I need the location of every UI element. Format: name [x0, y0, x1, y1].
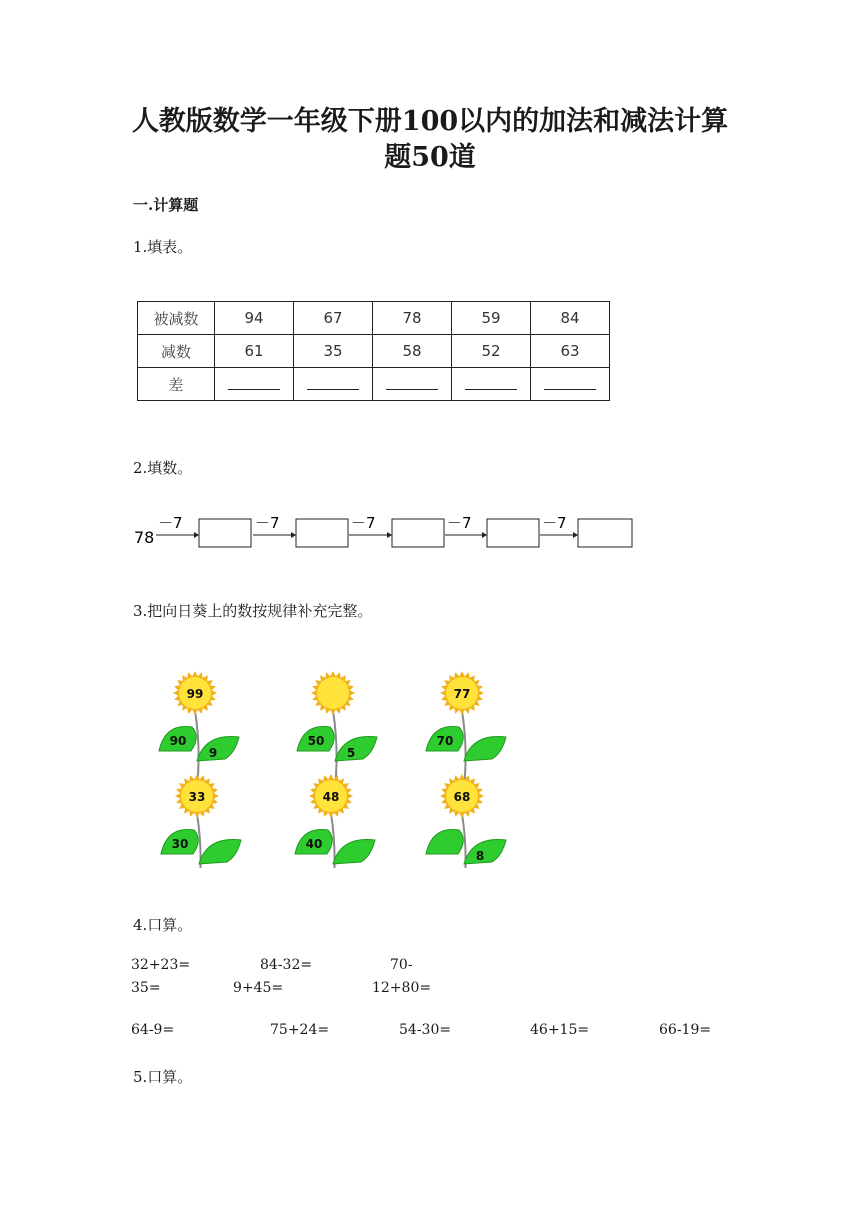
question-4-label: 4.口算。	[133, 916, 193, 934]
chain-step	[349, 514, 444, 547]
flower-head-number: 48	[322, 790, 340, 804]
calc-item: 66-19=	[659, 1022, 712, 1038]
chain-step	[445, 514, 539, 547]
question-1-label: 1.填表。	[133, 238, 193, 256]
answer-box[interactable]	[199, 519, 251, 547]
right-leaf	[464, 840, 506, 865]
right-leaf	[335, 737, 377, 762]
row-label: 差	[138, 368, 215, 401]
calc-item: 12+80=	[372, 980, 432, 996]
chain-step	[540, 514, 632, 547]
sunflower	[295, 774, 375, 868]
calc-item: 84-32=	[260, 957, 313, 973]
table-cell: 67	[294, 302, 373, 335]
calc-item: 75+24=	[270, 1022, 330, 1038]
chain-op: －7	[351, 514, 376, 532]
table-cell: 84	[531, 302, 610, 335]
table-cell: 52	[452, 335, 531, 368]
table-row	[138, 302, 610, 335]
title-line-1: 人教版数学一年级下册100以内的加法和减法计算	[131, 106, 729, 137]
answer-box[interactable]	[487, 519, 539, 547]
answer-blank[interactable]	[531, 368, 610, 401]
chain-op: －7	[542, 514, 567, 532]
table-cell: 59	[452, 302, 531, 335]
left-leaf-number: 50	[307, 734, 325, 748]
calc-item: 70-	[390, 957, 413, 973]
answer-box[interactable]	[578, 519, 632, 547]
sunflower	[426, 774, 506, 868]
table-cell: 35	[294, 335, 373, 368]
table-cell: 58	[373, 335, 452, 368]
sunflower	[297, 671, 377, 788]
left-leaf-number: 40	[305, 837, 323, 851]
page-title	[0, 104, 860, 176]
sunflower	[426, 671, 506, 788]
right-leaf	[464, 737, 506, 762]
right-leaf-number: 8	[475, 849, 485, 863]
left-leaf-number: 90	[169, 734, 187, 748]
right-leaf	[197, 737, 239, 762]
left-leaf-number: 30	[171, 837, 189, 851]
right-leaf-number: 5	[346, 746, 356, 760]
answer-box[interactable]	[296, 519, 348, 547]
question-5-label: 5.口算。	[133, 1068, 193, 1086]
calc-item: 35=	[131, 980, 161, 996]
flower-head-number: 99	[186, 687, 204, 701]
sunflower	[159, 671, 239, 788]
flower-center	[317, 677, 349, 709]
calc-item: 9+45=	[233, 980, 284, 996]
sunflower-puzzle	[150, 668, 530, 868]
table-row	[138, 368, 610, 401]
answer-blank[interactable]	[373, 368, 452, 401]
calc-item: 54-30=	[399, 1022, 452, 1038]
answer-box[interactable]	[392, 519, 444, 547]
chain-step	[253, 514, 348, 547]
flower-head-number: 77	[453, 687, 471, 701]
section-heading: 一.计算题	[133, 196, 199, 214]
chain-step	[156, 514, 251, 547]
calc-item: 32+23=	[131, 957, 191, 973]
row-label: 减数	[138, 335, 215, 368]
table-cell: 78	[373, 302, 452, 335]
left-leaf	[426, 830, 463, 855]
chain-op: －7	[255, 514, 280, 532]
question-2-label: 2.填数。	[133, 459, 193, 477]
flower-head-number: 33	[188, 790, 206, 804]
left-leaf-number: 70	[436, 734, 454, 748]
flower-head-number: 68	[453, 790, 471, 804]
table-row	[138, 335, 610, 368]
subtraction-table	[137, 301, 610, 401]
right-leaf	[199, 840, 241, 865]
row-label: 被减数	[138, 302, 215, 335]
table-cell: 61	[215, 335, 294, 368]
question-3-label: 3.把向日葵上的数按规律补充完整。	[133, 602, 373, 620]
answer-blank[interactable]	[215, 368, 294, 401]
calc-item: 64-9=	[131, 1022, 175, 1038]
table-cell: 94	[215, 302, 294, 335]
answer-blank[interactable]	[452, 368, 531, 401]
chain-op: －7	[447, 514, 472, 532]
answer-blank[interactable]	[294, 368, 373, 401]
chain-start: 78	[134, 528, 155, 547]
sunflower	[161, 774, 241, 868]
table-cell: 63	[531, 335, 610, 368]
chain-op: －7	[158, 514, 183, 532]
calc-item: 46+15=	[530, 1022, 590, 1038]
right-leaf	[333, 840, 375, 865]
right-leaf-number: 9	[208, 746, 218, 760]
title-line-2: 题50道	[384, 142, 476, 173]
number-chain	[132, 512, 652, 552]
